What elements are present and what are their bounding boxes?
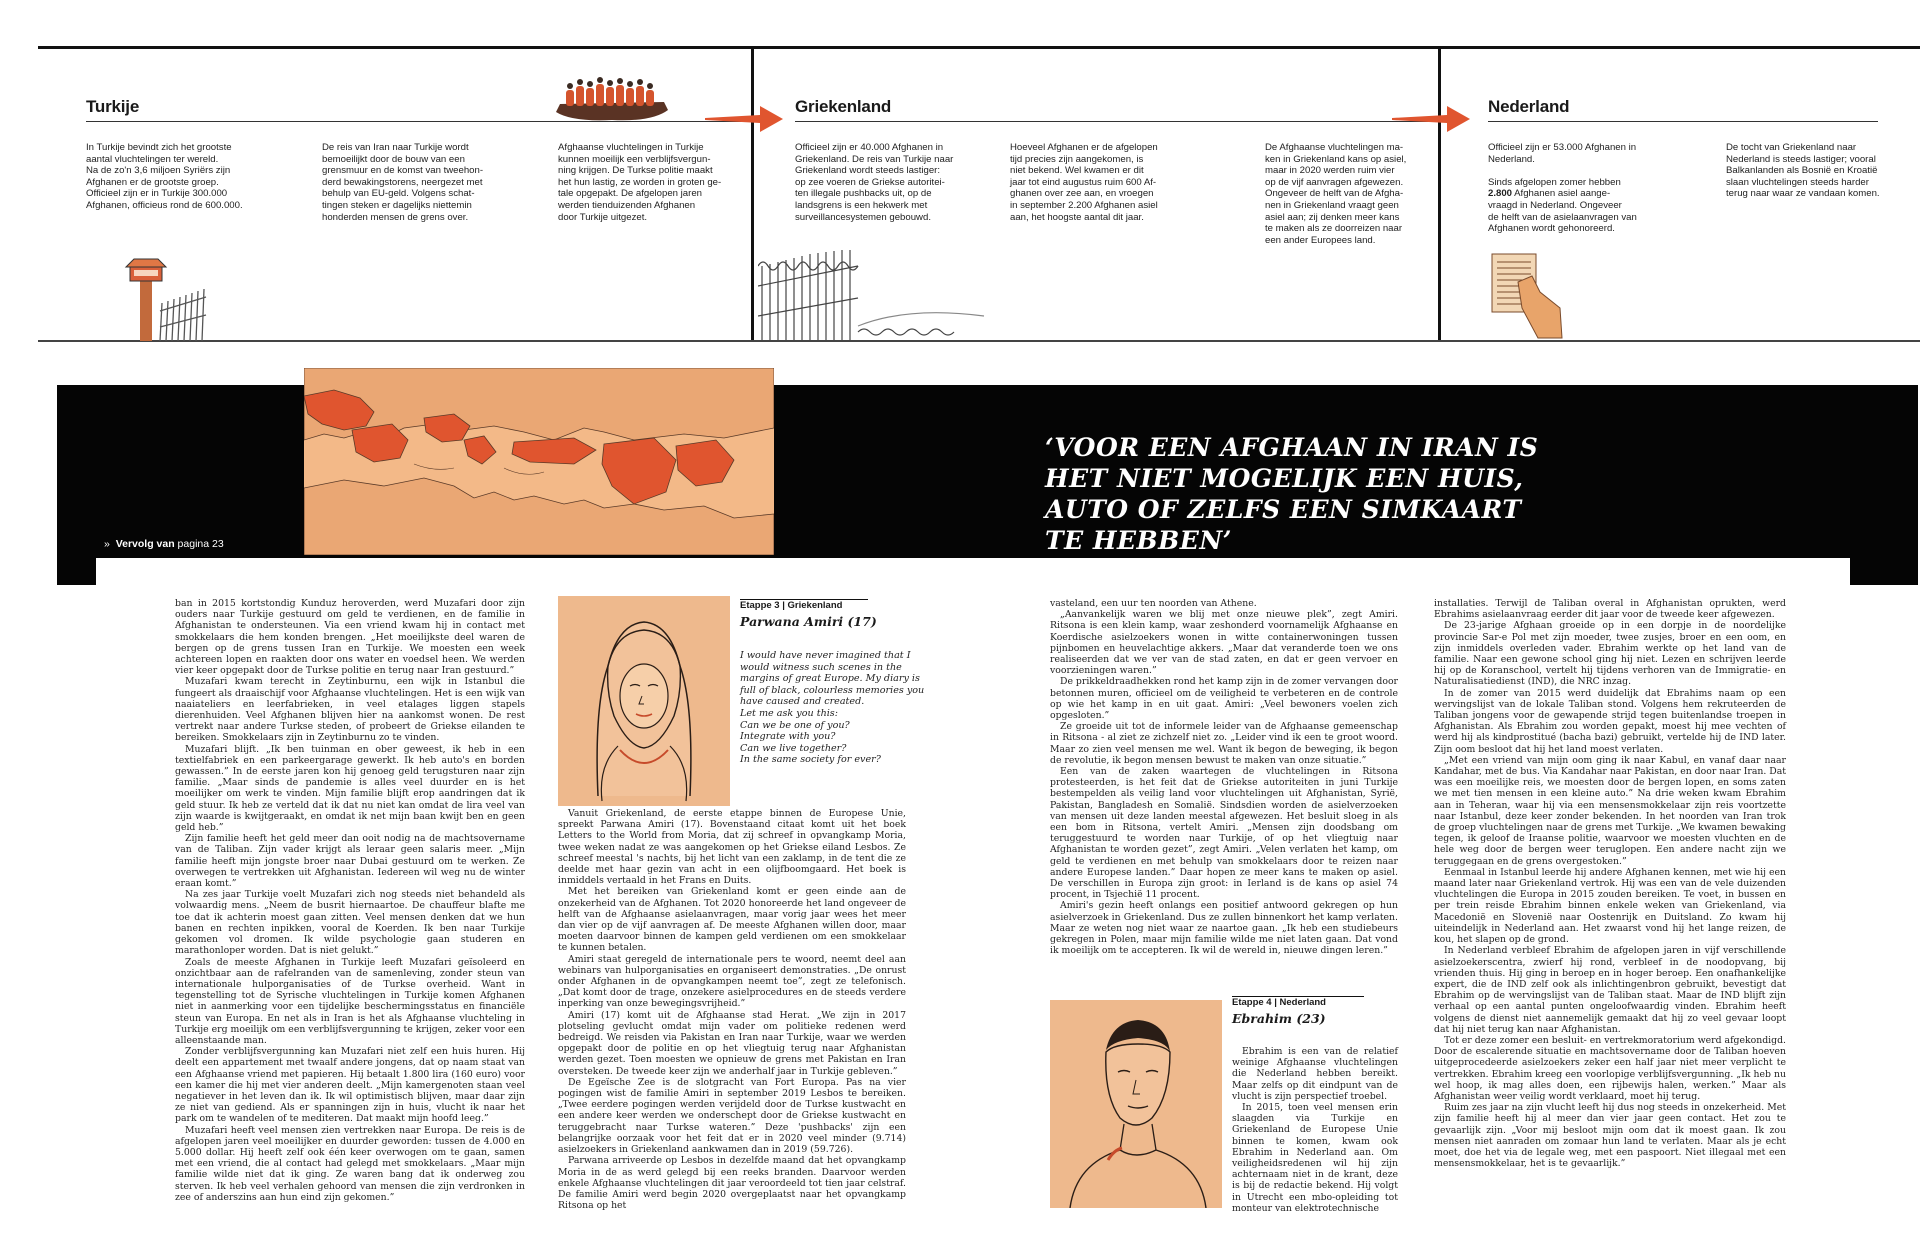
paragraph: vasteland, een uur ten noorden van Athene. xyxy=(1050,598,1257,609)
timeline-line: jaar tot eind augustus ruim 600 Af- xyxy=(1010,176,1157,188)
timeline-line: tale opgepakt. De afgelopen jaren xyxy=(558,188,703,200)
vervolg-suffix: pagina 23 xyxy=(174,538,224,550)
paragraph: De Egeïsche Zee is de slotgracht van Fort Europa. Pas na vier pogingen wist de familie Amiri in september 2019 Lesbos te bereiken. „Twee eerdere pogingen werden verijdeld door de Turkse kustwacht en een andere keer werden we onderschept door de Griekse kustwacht en teruggebracht naar Turkse wateren.” Deze 'pushbacks' zijn een belangrijke oorzaak voor het feit dat er in 2020 veel minder (9.714) asielzoekers in Griekenland aankwamen dan in 2019 (59.726). xyxy=(558,1076,906,1156)
timeline-col-7 xyxy=(1488,142,1663,235)
article-col-4 xyxy=(1434,598,1786,1169)
timeline-line: honderden mensen de grens over. xyxy=(322,211,469,223)
timeline-col-6 xyxy=(1265,142,1440,246)
paragraph: Tot er deze zomer een besluit- en vertrekmoratorium werd afgekondigd. Door de escalerende situatie en machtsovername door de Taliban hoeven uitgeprocedeerde asielzoekers zeker een half jaar niet meer verplicht te vertrekken. Ebrahim kreeg een voorlopige verblijfsvergunning. „Ik heb nu wel hoop, ik mag alles doen, een rijbewijs halen, werken.” Maar als Afghanistan weer veilig wordt verklaard, moet hij terug. xyxy=(1434,1034,1786,1102)
poem-line: have caused and created. xyxy=(740,696,865,708)
timeline-line: maar in 2020 werden ruim vier xyxy=(1265,165,1395,177)
timeline-line: op zee voeren de Griekse autoritei- xyxy=(795,176,945,188)
timeline-col-8 xyxy=(1726,142,1901,200)
timeline-line: werden tienduizenden Afghanen xyxy=(558,199,696,211)
timeline-line: Nederland. xyxy=(1488,153,1535,165)
timeline-line xyxy=(1488,165,1663,177)
timeline-line: aantal vluchtelingen ter wereld. xyxy=(86,153,219,165)
timeline-bottom-rule xyxy=(38,340,1920,342)
timeline-line: Afghanen wordt gehonoreerd. xyxy=(1488,223,1615,235)
paragraph: Parwana arriveerde op Lesbos in dezelfde maand dat het opvangkamp Moria in de as werd gelegd bij een reeks branden. Daarvoor werden enkele Afghaanse vluchtelingen dit jaar veroordeeld tot tien jaar celstraf. De familie Amiri werd begin 2020 overgeplaatst naar het opvangkamp Ritsona op het xyxy=(558,1155,906,1212)
timeline-line: behulp van EU-geld. Volgens schat- xyxy=(322,188,475,200)
paragraph: De prikkeldraadhekken rond het kamp zijn in de zomer vervangen door betonnen muren, officieel om de veiligheid te verbeteren en de controle op wie het kamp in en uit gaat. Amiri: „Veel bewoners voelen zich opgesloten.” xyxy=(1050,676,1398,722)
timeline-line: tijd precies zijn aangekomen, is xyxy=(1010,153,1144,165)
timeline-line: slaan vluchtelingen steeds harder xyxy=(1726,176,1869,188)
asylum-document-hand-icon xyxy=(1488,246,1568,340)
timeline-line: op de vijf aanvragen afgewezen. xyxy=(1265,176,1404,188)
timeline-line: te maken als ze doorreizen naar xyxy=(1265,223,1403,235)
paragraph: „Aanvankelijk waren we blij met onze nieuwe plek”, zegt Amiri. Ritsona is een klein kamp, waar zeshonderd voornamelijk Afghaanse en Koerdische asielzoekers wonen in witte containerwoningen tussen pijnbomen en heuvelachtige akkers. „Maar dat veranderde toen we ons realiseerden dat we ver van de stad zaten, en dat er geen vervoer en voorzieningen waren.” xyxy=(1050,609,1398,677)
vervolg-arrow-icon: » xyxy=(104,538,116,550)
timeline-line: De tocht van Griekenland naar xyxy=(1726,142,1857,153)
paragraph: Zijn familie heeft het geld meer dan ooit nodig na de machtsovername van de Taliban. Zijn vader krijgt als leraar geen salaris meer. „Mijn familie heeft mijn jongste broer naar Dubai gestuurd om te werken. Ze overwegen te vertrekken uit Afghanistan. Iedereen wil weg nu de winter eraan komt.” xyxy=(175,833,525,890)
paragraph: „Met een vriend van mijn oom ging ik naar Kabul, en vanaf daar naar Kandahar, met de bus. Via Kandahar naar Pakistan, en door naar Iran. Dat was een moeilijke reis, we moesten door de bergen lopen, en soms zaten we met tien mensen in een kleine auto.” Na drie weken kwam Ebrahim aan in Teheran, waar hij via een mensensmokkelaar zijn reis voortzette naar Istanbul, deze keer zonder bekenden. In het noorden van Iran trok de groep vluchtelingen naar de grens met Turkije. „We kwamen bewaking tegen, ik geloof de Iraanse politie, waarvoor we moesten vluchten en de hele weg door de bergen weer teruglopen. Een andere nacht zijn we teruggegaan en de grens overgestoken.” xyxy=(1434,754,1786,867)
timeline-line: Officieel zijn er 40.000 Afghanen in xyxy=(795,142,944,153)
timeline-line: derd bewakingstorens, neergezet met xyxy=(322,176,483,188)
paragraph: De 23-jarige Afghaan groeide op in een dorpje in de noordelijke provincie Sar-e Pol met zijn moeder, twee zusjes, broer en een oom, en zijn inmiddels overleden vader. Ebrahim werkte op het land van de familie. Naar een gewone school ging hij niet. Lezen en schrijven leerde hij op de Koranschool, vertelt hij tijdens verhoren van de Immigratie- en Naturalisatiedienst (IND), die NRC inzag. xyxy=(1434,620,1786,688)
portrait-parwana xyxy=(558,596,730,806)
timeline-line: Afghaanse vluchtelingen in Turkije xyxy=(558,142,704,153)
paragraph: In 2015, toen veel mensen erin slaagden via Turkije en Griekenland de Europese Unie binnen te komen, kwam ook Ebrahim in Nederland aan. Om veiligheidsredenen wil hij zijn achternaam niet in de krant, deze is bij de redactie bekend. Hij volgt in Utrecht een mbo-opleiding tot monteur van elektrotechnische xyxy=(1232,1102,1398,1214)
paragraph: Eenmaal in Istanbul leerde hij andere Afghanen kennen, met wie hij een maand later naar Griekenland vertrok. Hij was een van de vele duizenden vluchtelingen die Europa in 2015 zouden bereiken. Te voet, in bussen en per trein reisde Ebrahim binnen enkele weken van Griekenland, via Macedonië en Slovenië naar Oostenrijk en Duitsland. Zo kwam hij uiteindelijk in Nederland aan. Het zwaarst vond hij het lange reizen, de kou, het slapen op de grond. xyxy=(1434,866,1786,946)
griekenland-rule xyxy=(795,121,1435,122)
paragraph: In Nederland verbleef Ebrahim de afgelopen jaren in vijf verschillende asielzoekerscentra, zwierf hij rond, verbleef in de noodopvang, bij vrienden thuis. Hij ging in beroep en in hoger beroep. Een onafhankelijke expert, die de IND zelf ook als inlichtingenbron gebruikt, bevestigt dat Ebrahim op de wervingslijst van de Taliban staat. Maar de IND blijft zijn verhaal op een aantal punten ongeloofwaardig vinden. Ebrahim heeft volgens de dienst niet aannemelijk gemaakt dat hij zo veel gevaar loopt dat hij niet terug kan naar Afghanistan. xyxy=(1434,945,1786,1035)
timeline-line: Na de zo'n 3,6 miljoen Syriërs zijn xyxy=(86,165,231,177)
timeline-line: In Turkije bevindt zich het grootste xyxy=(86,142,232,153)
paragraph: ban in 2015 kortstondig Kunduz heroverden, werd Muzafari door zijn ouders naar Turkije gestuurd om geld te verdienen, en de familie in Afghanistan te ondersteunen. Via een vriend kwam hij in contact met smokkelaars die hem konden brengen. „Het moeilijkste deel waren de bergen op de grens tussen Iran en Turkije. We moesten een week achtereen lopen en raakten door ons water en voedsel heen. We werden vier keer opgepakt door de Turkse politie en terug naar Iran gestuurd.” xyxy=(175,598,525,677)
paragraph: Een van de zaken waartegen de vluchtelingen in Ritsona protesteerden, is het feit dat de Griekse autoriteiten in juni Turkije bestempelden als veilig land voor vluchtelingen uit Afghanistan, Syrië, Pakistan, Bangladesh en Somalië. Sindsdien worden de asielverzoeken van mensen uit deze landen meestal afgewezen. Het besluit sloeg in als een bom in Ritsona, vertelt Amiri. „Mensen zijn doodsbang om teruggestuurd te worden naar Turkije, of op het vliegtuig naar Afghanistan te worden gezet”, zegt Amiri. „Velen verlaten het kamp, om geld te verdienen en met behulp van smokkelaars door te reizen naar andere Europese landen.” Daar hopen ze meer kans te maken op asiel. De verschillen in Europa zijn groot: in Ierland is de kans op asiel 74 procent, in Tsjechië 11 procent. xyxy=(1050,766,1398,901)
poem-line: full of black, colourless memories you xyxy=(740,684,925,696)
paragraph: Muzafari heeft veel mensen zien vertrekken naar Europa. De reis is de afgelopen jaren veel moeilijker en duurder geworden: tussen de 4.000 en 5.000 dollar. Hij heeft zelf ook één keer overwogen om te gaan, samen met een vriend, die al contact had gelegd met smokkelaars. „Maar mijn familie wilde niet dat ik ging. Ze waren bang dat ik onderweg zou sterven. Ik heb veel verhalen gehoord van mensen die zijn verdronken in zee of anderszins aan hun eind zijn gekomen.” xyxy=(175,1124,525,1203)
paragraph: Vanuit Griekenland, de eerste etappe binnen de Europese Unie, spreekt Parwana Amiri (17). Bovenstaand citaat komt uit het boek Letters to the World from Moria, dat zij schreef in opvangkamp Moria, twee weken nadat ze was aangekomen op het Griekse eiland Lesbos. Ze schreef meestal 's nachts, bij het licht van een zaklamp, in de tent die ze deelde met haar gezin van acht in een olijfboomgaard. Het boek is inmiddels vertaald in het Frans en Duits. xyxy=(558,808,906,887)
timeline-line: Griekenland wordt steeds lastiger: xyxy=(795,165,941,177)
timeline-line: aan, het hoogste aantal dit jaar. xyxy=(1010,211,1144,223)
timeline-line: Afghanen, officieus rond de 600.000. xyxy=(86,199,243,211)
section-title-turkije: Turkije xyxy=(86,97,140,116)
timeline-line: tingen steken er dagelijks niettemin xyxy=(322,199,472,211)
timeline-line: Balkanlanden als Bosnië en Kroatië xyxy=(1726,165,1878,177)
paragraph: Ruim zes jaar na zijn vlucht leeft hij dus nog steeds in onzekerheid. Met zijn familie heeft hij al meer dan vier jaar geen contact. Het zou te gevaarlijk zijn. „Voor mij besloot mijn oom dat ik moest gaan. Ik zou mensen niet aanraden om zomaar hun land te verlaten. Maar als je echt moet, doe het via de legale weg, met een paspoort. Niet illegaal met een mensensmokkelaar, het is te gevaarlijk.” xyxy=(1434,1102,1786,1170)
border-fence-icon xyxy=(758,236,988,340)
paragraph: Met het bereiken van Griekenland komt er geen einde aan de onzekerheid van de Afghanen. Tot 2020 honoreerde het land ongeveer de helft van de Afghaanse asielaanvragen, maar vorig jaar wees het meer dan vier op de vijf aanvragen af. De meeste Afghanen willen door, maar moeten daarvoor binnen de kampen geld verdienen om een smokkelaar te kunnen betalen. xyxy=(558,886,906,954)
timeline-line: terug naar waar ze vandaan komen. xyxy=(1726,188,1880,200)
timeline-line: ten illegale pushbacks uit, op de xyxy=(795,188,932,200)
timeline-line: in september 2.200 Afghanen asiel xyxy=(1010,199,1158,211)
paragraph: In de zomer van 2015 werd duidelijk dat Ebrahims naam op een wervingslijst van de lokale Taliban stond. Volgens hem rekruteerden de Taliban jongens voor de gewapende strijd tegen buitenlandse troepen in Afghanistan. Als Ebrahim zou worden gepakt, moest hij mee vechten of werd hij als kindprostitué (bacha bazi) gebruikt, vertelde hij de IND later. Zijn oom besloot dat hij het land moest verlaten. xyxy=(1434,687,1786,755)
route-map xyxy=(304,368,774,555)
etappe4-name: Ebrahim (23) xyxy=(1232,1011,1326,1026)
pull-quote: ‘VOOR EEN AFGHAAN IN IRAN IS HET NIET MOGELIJK EEN HUIS, AUTO OF ZELFS EEN SIMKAART TE HEBBEN’ xyxy=(1045,433,1539,555)
poem-line: Integrate with you? xyxy=(740,731,836,743)
timeline-line: grensmuur en de komst van tweehon- xyxy=(322,165,484,177)
paragraph: Amiri's gezin heeft onlangs een positief antwoord gekregen op hun asielverzoek in Griekenland. Dus ze zullen binnenkort het kamp verlaten. Maar ze weten nog niet waar ze naartoe gaan. „Ik heb een studiebeurs gekregen in Polen, maar mijn familie wilde me niet laten gaan. Dat vond ik moeilijk om te accepteren. Ik wil de wereld in, nieuwe dingen leren.” xyxy=(1050,900,1398,957)
timeline-line: De reis van Iran naar Turkije wordt xyxy=(322,142,469,153)
timeline-line: Officieel zijn er 53.000 Afghanen in xyxy=(1488,142,1637,153)
timeline-line: door Turkije uitgezet. xyxy=(558,211,648,223)
timeline-line: Sinds afgelopen zomer hebben xyxy=(1488,176,1621,188)
paragraph: Amiri staat geregeld de internationale pers te woord, neemt deel aan webinars van hulporganisaties en organiseert demonstraties. „De onrust onder Afghanen in de opvangkampen neemt toe”, zegt ze telefonisch. „Dat komt door de trage, onzekere asielprocedures en de steeds verdere inperking van onze bewegingsvrijheid.” xyxy=(558,953,906,1010)
timeline-col-2 xyxy=(322,142,497,223)
portrait-ebrahim xyxy=(1050,1000,1222,1208)
timeline-line: ning krijgen. De Turkse politie maakt xyxy=(558,165,713,177)
timeline-col-4 xyxy=(795,142,970,223)
etappe3-label: Etappe 3 | Griekenland xyxy=(740,600,843,611)
timeline-line: ghanen over zee aan, en vroegen xyxy=(1010,188,1154,200)
timeline-top-rule xyxy=(38,46,1920,49)
arrow-to-griekenland-icon xyxy=(705,104,785,134)
paragraph: Muzafari kwam terecht in Zeytinburnu, een wijk in Istanbul die fungeert als draaischijf voor Afghaanse vluchtelingen. Het is een wijk van naaiateliers en leerfabrieken, in veel etalages liggen stapels dierenhuiden. Veel Afghanen blijven hier na aankomst wonen. De rest vertrekt naar andere Turkse steden, of probeert de Griekse eilanden te bereiken. Smokkelaars zijn in Zeytinburnu zo te vinden. xyxy=(175,676,525,744)
paragraph: Ebrahim is een van de relatief weinige Afghaanse vluchtelingen die Nederland hebben bereikt. Maar zelfs op dit eindpunt van de vlucht is zijn perspectief troebel. xyxy=(1232,1046,1398,1102)
timeline-line: surveillancesystemen gebouwd. xyxy=(795,211,931,223)
timeline-line: kunnen moeilijk een verblijfsvergun- xyxy=(558,153,711,165)
letters-poem xyxy=(740,650,924,766)
nederland-rule xyxy=(1488,121,1878,122)
timeline-line: bemoeilijkt door de bouw van een xyxy=(322,153,465,165)
paragraph: Na zes jaar Turkije voelt Muzafari zich nog steeds niet behandeld als volwaardig mens. „Neem de busrit hiernaartoe. De chauffeur blafte me toe dat ik achterin moest gaan zitten. Veel mensen denken dat we hun banen en rechten inpikken, vooral de Koerden. Ik ben naar Turkije gekomen vol dromen. Ik wilde psychologie gaan studeren en marathonloper worden. Dat is niet gelukt.” xyxy=(175,889,525,957)
timeline-line: landsgrens is een hekwerk met xyxy=(795,199,928,211)
paragraph: Muzafari blijft. „Ik ben tuinman en ober geweest, ik heb in een textielfabriek en een parkeergarage gewerkt. Ik heb auto's en borden gewassen.” In de eerste jaren kon hij genoeg geld terugsturen naar zijn familie. „Maar sinds de pandemie is alles veel duurder en is het moeilijker om werk te vinden. Mijn familie blijft erop aandringen dat ik geld stuur. Ik heb ze verteld dat ik dat nu niet kan omdat de lira veel van zijn waarde is kwijtgeraakt, en omdat ik net mijn baan kwijt ben en geen geld heb.” xyxy=(175,743,525,834)
ebrahim-portrait-icon xyxy=(1050,1000,1222,1208)
paragraph: Zoals de meeste Afghanen in Turkije leeft Muzafari geïsoleerd en onzichtbaar aan de rafelranden van de samenleving, zonder steun van internationale hulporganisaties of de Turkse overheid. Want in tegenstelling tot de Syrische vluchtelingen in Turkije komen Afghanen niet in aanmerking voor een tijdelijke beschermingsstatus en financiële steun van Europa. En net als in Iran is het als Afghaanse vluchteling in Turkije erg moeilijk om een verblijfsvergunning te krijgen, zeker voor een alleenstaande man. xyxy=(175,956,525,1046)
paragraph: Zonder verblijfsvergunning kan Muzafari niet zelf een huis huren. Hij deelt een appartement met twaalf andere jongens, dat op naam staat van een Afghaanse vriend met papieren. Hij betaalt 1.800 lira (160 euro) voor een kamer die hij met vier anderen deelt. „Mijn kamergenoten staan veel negatiever in het leven dan ik. Ik wil optimistisch blijven, maar daar zijn ze niet van gediend. Als er spanningen zijn in huis, vlucht ik naar het park om te wandelen of te mediteren. Dat maakt mijn hoofd leeg.” xyxy=(175,1046,525,1125)
timeline-line: Nederland is steeds lastiger; vooral xyxy=(1726,153,1876,165)
timeline-line: ken in Griekenland kans op asiel, xyxy=(1265,153,1407,165)
refugee-boat-icon xyxy=(552,72,672,124)
etappe3-name: Parwana Amiri (17) xyxy=(740,614,877,629)
timeline-col-1 xyxy=(86,142,261,212)
timeline-line: niet bekend. Wel kwamen er dit xyxy=(1010,165,1144,177)
timeline-line: Ongeveer de helft van de Afgha- xyxy=(1265,188,1404,200)
poem-line: would witness such scenes in the xyxy=(740,661,902,673)
paragraph: installaties. Terwijl de Taliban overal in Afghanistan oprukten, werd Ebrahims asielaanvraag eerder dit jaar voor de tweede keer afgewezen. xyxy=(1434,598,1786,621)
timeline-line: de helft van de asielaanvragen van xyxy=(1488,211,1637,223)
article-col-3b xyxy=(1232,1046,1398,1214)
timeline-line: 2.800 Afghanen asiel aange- xyxy=(1488,188,1611,200)
poem-line: Let me ask you this: xyxy=(740,707,838,719)
article-col-3 xyxy=(1050,598,1398,957)
timeline-line: vraagd in Nederland. Ongeveer xyxy=(1488,199,1622,211)
etappe4-label: Etappe 4 | Nederland xyxy=(1232,997,1326,1008)
timeline-line: asiel aan; zij denken meer kans xyxy=(1265,211,1400,223)
vervolg-prefix: Vervolg van xyxy=(115,538,175,550)
poem-line: I would have never imagined that I xyxy=(740,650,911,661)
timeline-line: nen in Griekenland vraagt geen xyxy=(1265,199,1399,211)
paragraph: Amiri (17) komt uit de Afghaanse stad Herat. „We zijn in 2017 plotseling gevlucht omdat mijn vader om politieke redenen werd bedreigd. We reisden via Pakistan en Iran naar Turkije, waar we werden opgepakt door de politie en op het vliegtuig terug naar Afghanistan werden gezet. Toen moesten we opnieuw de grens met Pakistan en Iran oversteken. De tweede keer zijn we anderhalf jaar in Turkije gebleven.” xyxy=(558,1009,906,1077)
poem-line: Can we live together? xyxy=(740,742,847,754)
paragraph: Ze groeide uit tot de informele leider van de Afghaanse gemeenschap in Ritsona - al ziet ze zichzelf niet zo. „Leider vind ik een te groot woord. Maar zo zien veel mensen me wel. Want ik begon de beweging, ik begon de revolutie, ik begon mensen bewust te maken van onze situatie.” xyxy=(1050,721,1398,766)
watch-tower-icon xyxy=(100,255,220,341)
parwana-portrait-icon xyxy=(558,596,730,806)
vervolg-van-pagina xyxy=(104,538,224,550)
timeline-line: Hoeveel Afghanen er de afgelopen xyxy=(1010,142,1158,153)
divider-1 xyxy=(751,46,754,341)
section-title-nederland: Nederland xyxy=(1488,97,1570,116)
timeline-line: Griekenland. De reis van Turkije naar xyxy=(795,153,954,165)
section-title-griekenland: Griekenland xyxy=(795,97,892,116)
timeline-line: Officieel zijn er in Turkije 300.000 xyxy=(86,188,228,200)
europe-asia-map-icon xyxy=(304,368,774,555)
timeline-line: een ander Europees land. xyxy=(1265,234,1376,246)
article-col-2 xyxy=(558,808,906,1211)
poem-line: Can we be one of you? xyxy=(740,719,850,731)
arrow-to-nederland-icon xyxy=(1392,104,1472,134)
timeline-line: Afghanen er de grootste groep. xyxy=(86,176,219,188)
timeline-col-3 xyxy=(558,142,733,223)
poem-line: In the same society for ever? xyxy=(740,754,881,766)
timeline-line: het hun lastig, ze worden in groten ge- xyxy=(558,176,722,188)
article-col-1 xyxy=(175,598,525,1203)
timeline-line: De Afghaanse vluchtelingen ma- xyxy=(1265,142,1404,153)
timeline-col-5 xyxy=(1010,142,1185,223)
poem-line: margins of great Europe. My diary is xyxy=(740,673,920,685)
